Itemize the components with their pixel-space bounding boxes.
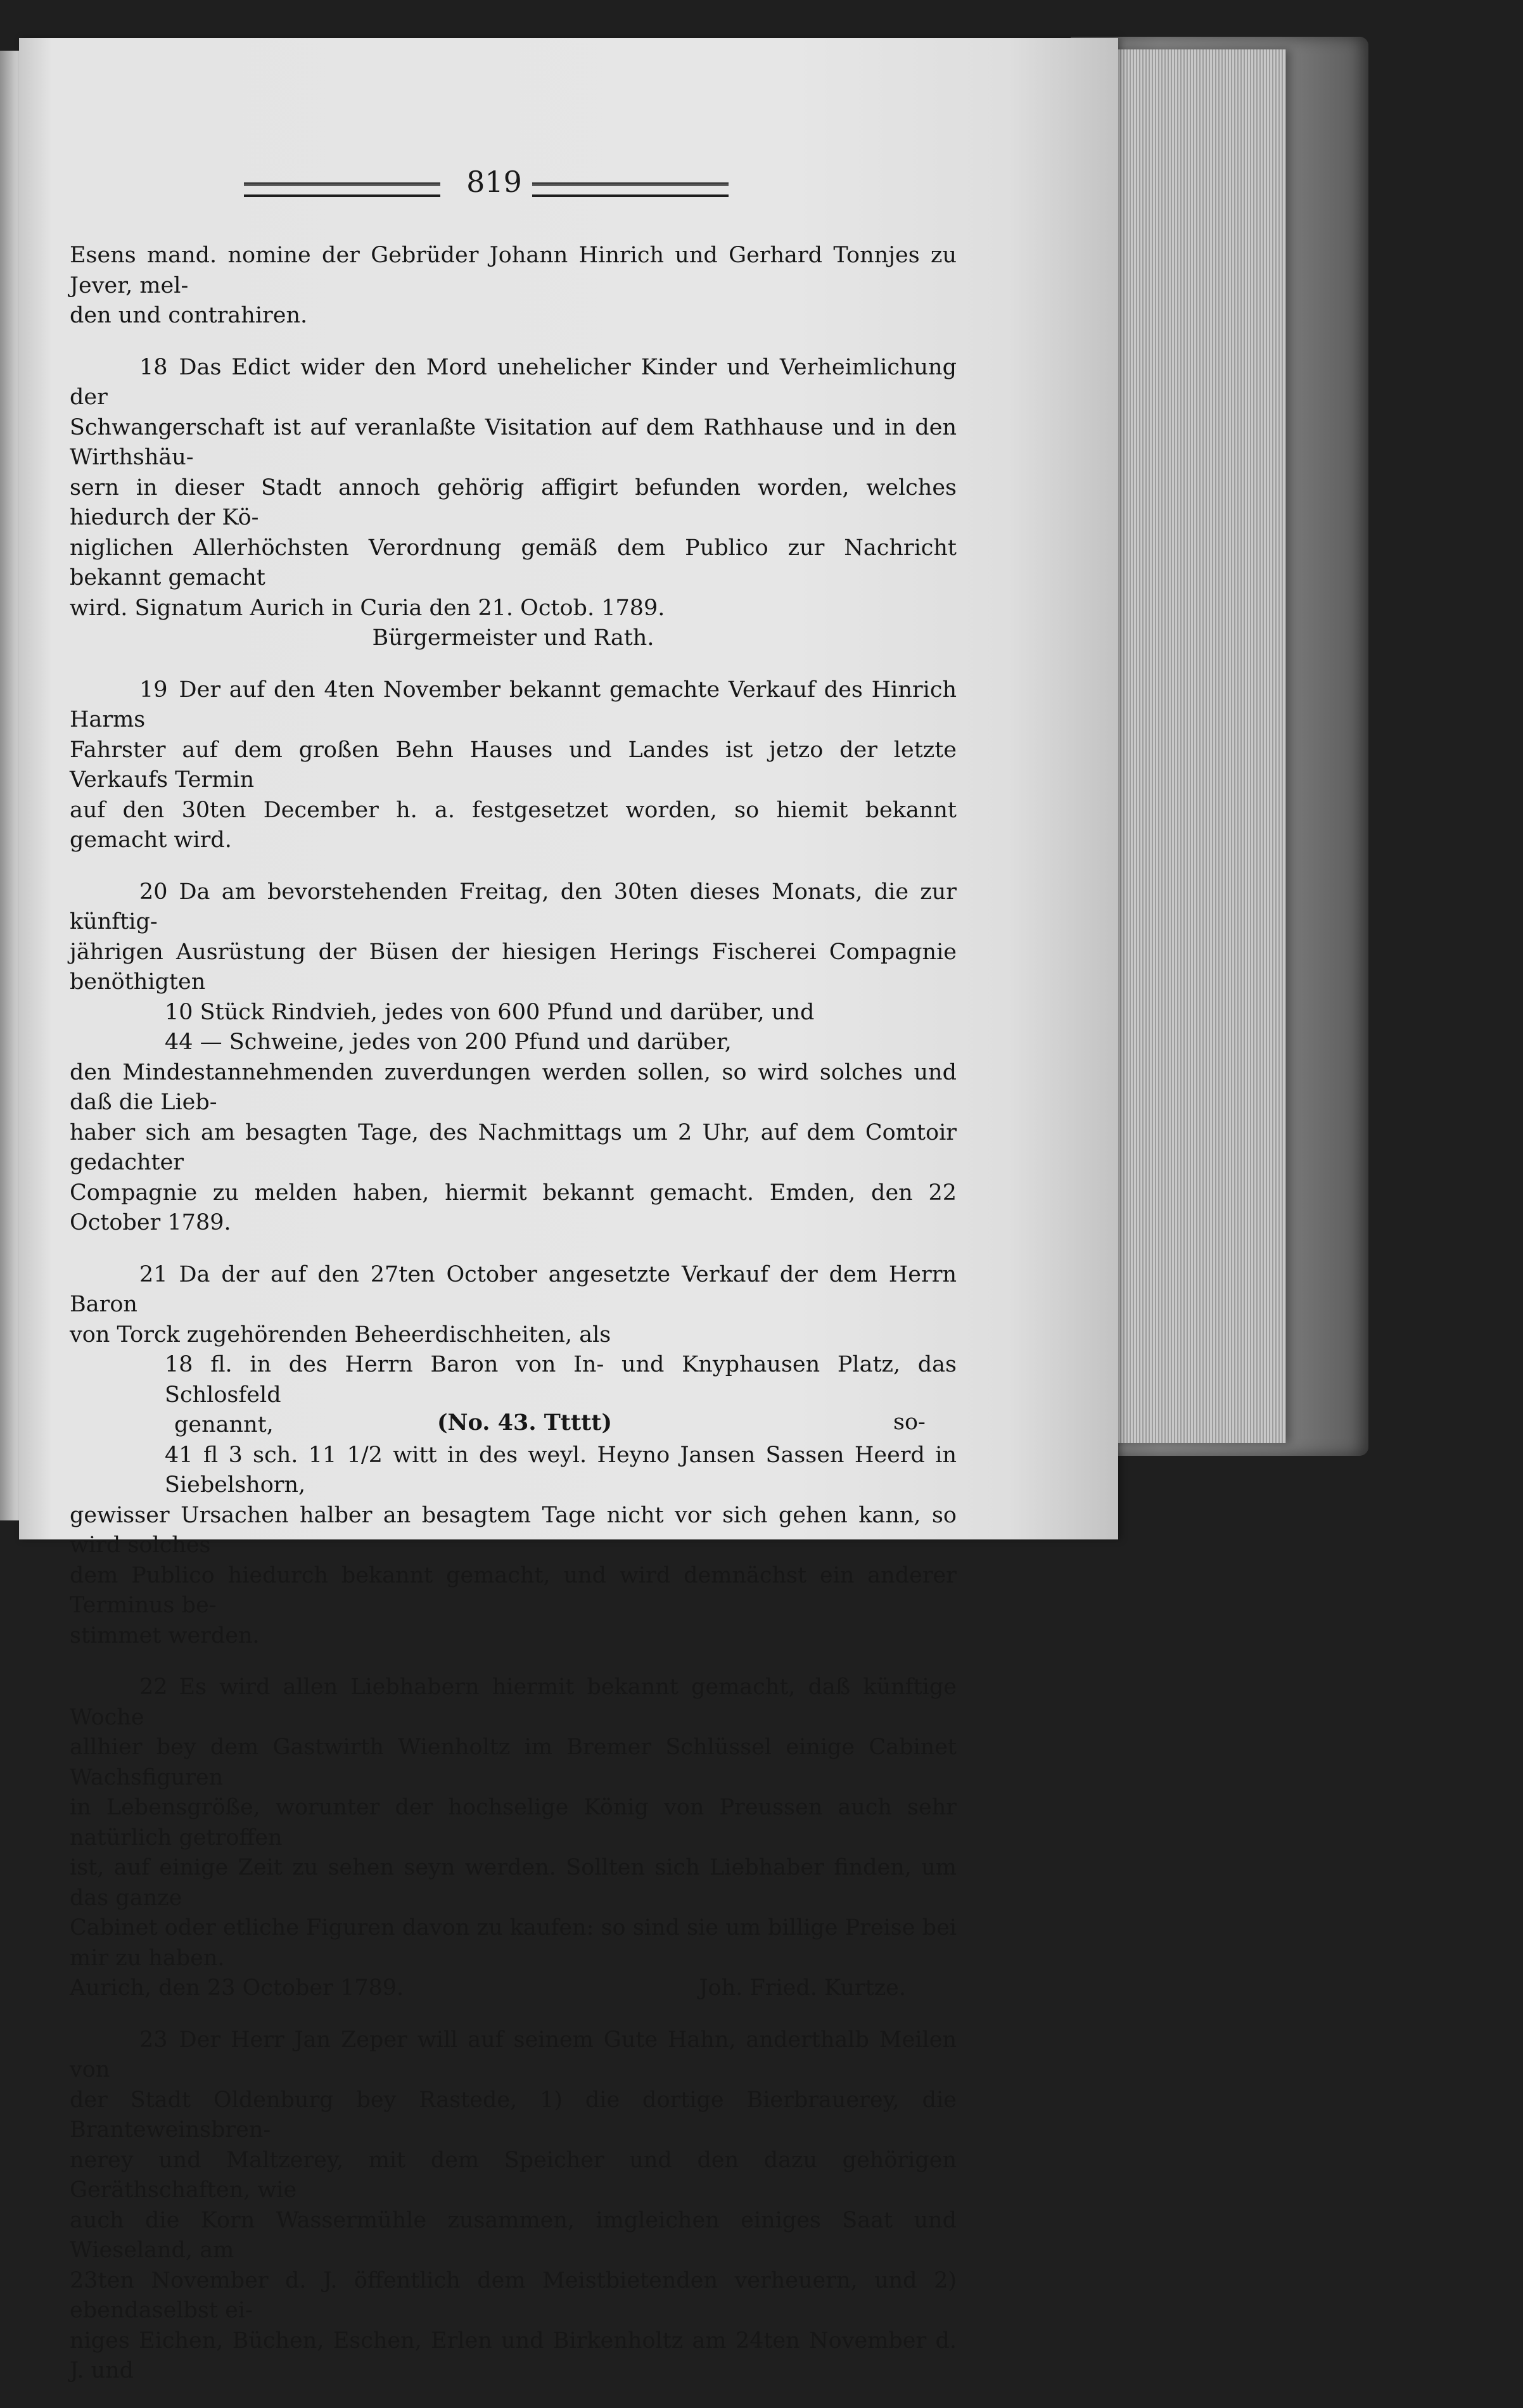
dateline-place: Aurich, den 23 October 1789. [70, 1975, 404, 2001]
list-item: 10 Stück Rindvieh, jedes von 600 Pfund und darüber, und [165, 999, 815, 1025]
notice-20 [70, 877, 957, 1239]
list-item: genannt, [174, 1412, 274, 1437]
signature-mark: (No. 43. Ttttt) [437, 1410, 613, 1436]
text-line: auf den 30ten December h. a. festgesetzet worden, so hiemit bekannt gemacht wird. [70, 797, 957, 853]
list-item: 41 fl 3 sch. 11 1/2 witt in des weyl. Heyno Jansen Sassen Heerd in Siebelshorn, [165, 1442, 957, 1498]
notice-22 [70, 1672, 957, 2004]
notice-number: 21 [139, 1261, 168, 1287]
text-line: niges Eichen, Büchen, Eschen, Erlen und Birkenholtz am 24ten November d. J. und [70, 2328, 957, 2383]
text-line: jährigen Ausrüstung der Büsen der hiesigen Herings Fischerei Compagnie benöthigten [70, 939, 957, 995]
notice-23 [70, 2025, 957, 2386]
text-line: in Lebensgröße, worunter der hochselige König von Preussen auch sehr natürlich getroffen [70, 1795, 957, 1851]
dateline-name: Joh. Fried. Kurtze. [699, 1975, 906, 2001]
notice-number: 20 [139, 879, 168, 905]
text-line: von Torck zugehörenden Beheerdischheiten, als [70, 1322, 611, 1347]
notice-18 [70, 353, 957, 654]
text-line: 18 Das Edict wider den Mord unehelicher Kinder und Verheimlichung der [70, 353, 957, 413]
text-line: Fahrster auf dem großen Behn Hauses und Landes ist jetzo der letzte Verkaufs Termin [70, 737, 957, 793]
catchword: so- [893, 1410, 926, 1435]
list-item: 44 — Schweine, jedes von 200 Pfund und darüber, [165, 1029, 732, 1055]
text-line: 19 Der auf den 4ten November bekannt gemachte Verkauf des Hinrich Harms [70, 675, 957, 736]
signature-line: Bürgermeister und Rath. [372, 625, 654, 651]
page-footer [70, 1410, 957, 1441]
intro-paragraph [70, 241, 957, 331]
list-item: 18 fl. in des Herrn Baron von In- und Knyphausen Platz, das Schlosfeld [165, 1352, 957, 1408]
text-line: dem Publico hiedurch bekannt gemacht, und wird demnächst ein anderer Terminus be- [70, 1562, 957, 1618]
text-line: den und contrahiren. [70, 303, 308, 328]
text-block [70, 241, 957, 2408]
text-line: der Stadt Oldenburg bey Rastede, 1) die dortige Bierbrauerey, die Branteweinsbren- [70, 2087, 957, 2143]
notice-number: 18 [139, 354, 168, 380]
notice-19 [70, 675, 957, 856]
text-line: 22 Es wird allen Liebhabern hiermit bekannt gemacht, daß künftige Woche [70, 1672, 957, 1733]
text-line: wird. Signatum Aurich in Curia den 21. Octob. 1789. [70, 595, 665, 621]
text-line: allhier bey dem Gastwirth Wienholtz im Bremer Schlüssel einige Cabinet Wachsfiguren [70, 1735, 957, 1790]
book-page [19, 38, 1118, 2383]
text-line: nerey und Maltzerey, mit dem Speicher und den dazu gehörigen Geräthschaften, wie [70, 2147, 957, 2203]
text-line: 23ten November d. J. öffentlich dem Meistbietenden verheuern, und 2) ebendaselbst ei- [70, 2267, 957, 2323]
text-line: 23 Der Herr Jan Zeper will auf seinem Gute Hahn, anderthalb Meilen von [70, 2025, 957, 2086]
text-line: Schwangerschaft ist auf veranlaßte Visitation auf dem Rathhause und in den Wirthshäu- [70, 414, 957, 470]
text-line: sern in dieser Stadt annoch gehörig affigirt befunden worden, welches hiedurch der Kö- [70, 475, 957, 530]
text-line: niglichen Allerhöchsten Verordnung gemäß dem Publico zur Nachricht bekannt gemacht [70, 535, 957, 590]
notice-number: 22 [139, 1674, 168, 1700]
text-line: Esens mand. nomine der Gebrüder Johann Hinrich und Gerhard Tonnjes zu Jever, mel- [70, 243, 957, 298]
header-rule-right [532, 182, 729, 197]
notice-number: 23 [139, 2027, 168, 2053]
page-edges [1102, 49, 1286, 1443]
text-line: Compagnie zu melden haben, hiermit bekannt gemacht. Emden, den 22 October 1789. [70, 1180, 957, 1235]
notice-number: 19 [139, 677, 168, 703]
text-line: gewisser Ursachen halber an besagtem Tage nicht vor sich gehen kann, so wird solches [70, 1502, 957, 1558]
text-line: ist, auf einige Zeit zu sehen seyn werden. Sollten sich Liebhaber finden, um das ganze [70, 1855, 957, 1911]
dateline [70, 1973, 957, 2004]
header-rule-left [244, 182, 440, 197]
text-line: auch die Korn Wassermühle zusammen, imgleichen einiges Saat und Wieseland, am [70, 2207, 957, 2263]
text-line: den Mindestannehmenden zuverdungen werden sollen, so wird solches und daß die Lieb- [70, 1059, 957, 1115]
text-line: 21 Da der auf den 27ten October angesetzte Verkauf der dem Herrn Baron [70, 1260, 957, 1320]
text-line: stimmet werden. [70, 1622, 260, 1648]
page-number: 819 [466, 165, 522, 199]
text-line: Cabinet oder etliche Figuren davon zu kaufen: so sind sie um billige Preise bei mir zu haben. [70, 1915, 957, 1971]
text-line: 20 Da am bevorstehenden Freitag, den 30ten dieses Monats, die zur künftig- [70, 877, 957, 938]
text-line: haber sich am besagten Tage, des Nachmittags um 2 Uhr, auf dem Comtoir gedachter [70, 1119, 957, 1175]
notice-21 [70, 1260, 957, 1652]
